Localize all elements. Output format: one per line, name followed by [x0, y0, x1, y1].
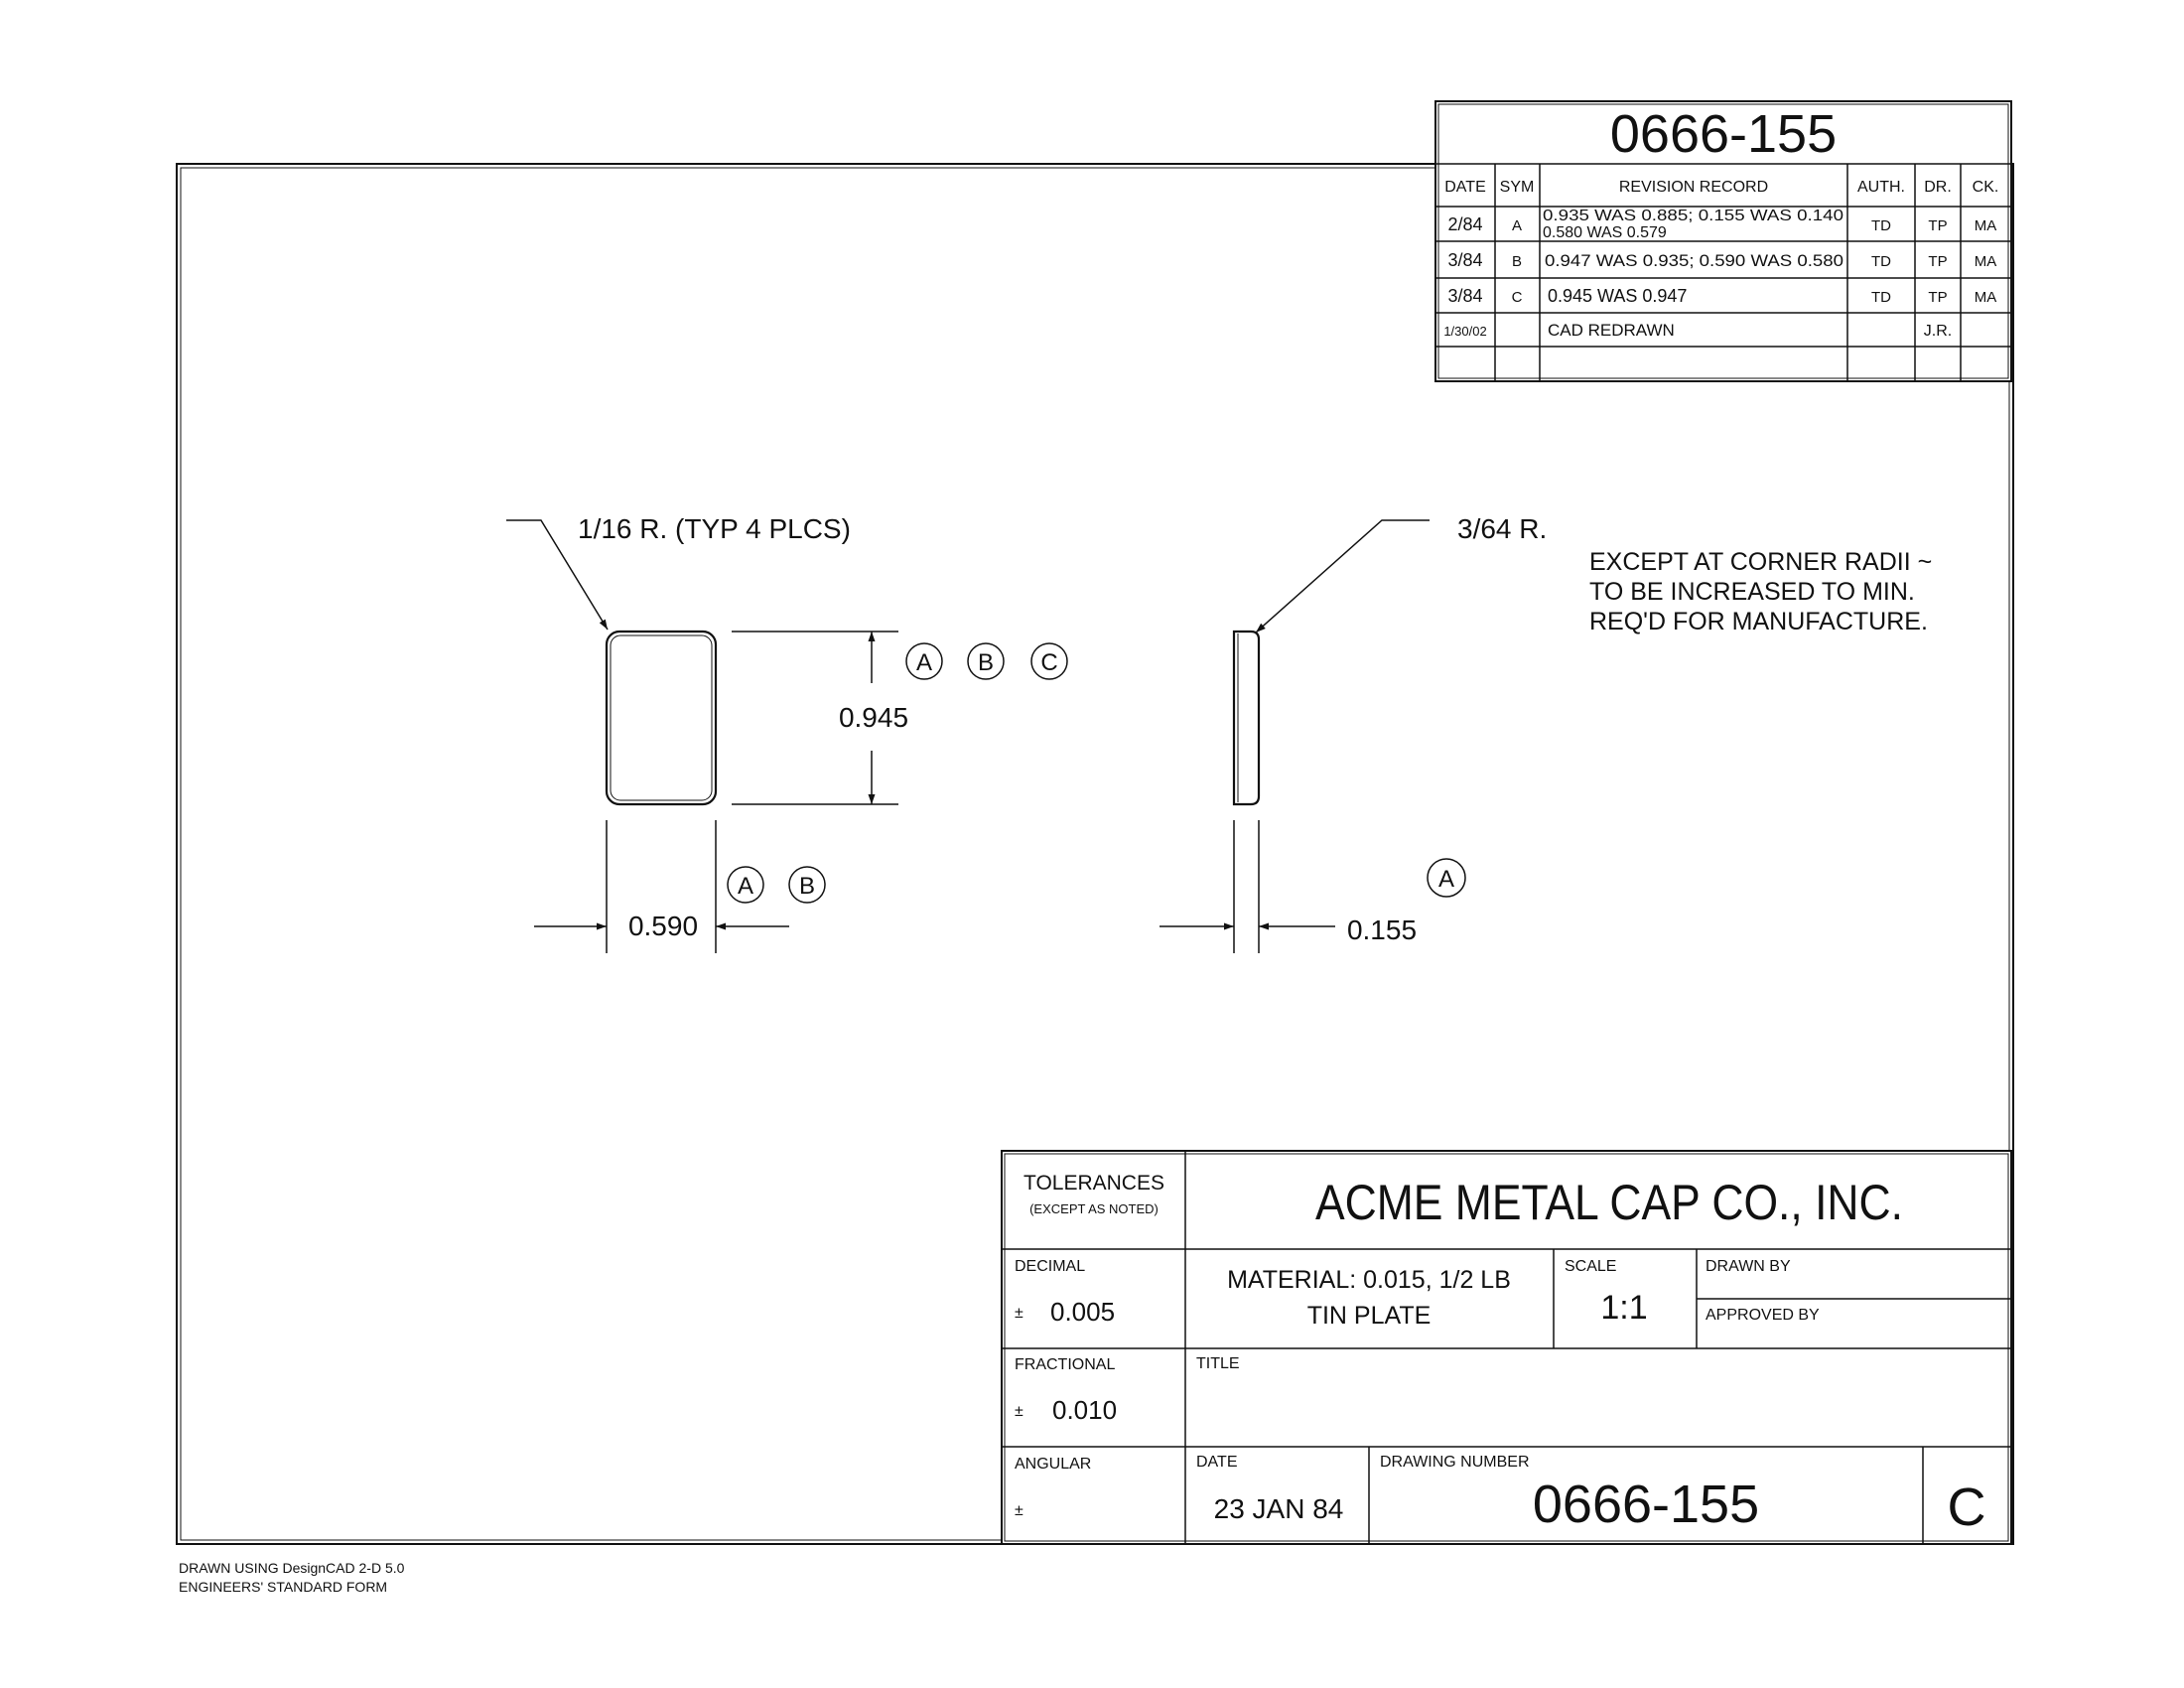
sheet-size: C: [1947, 1477, 1986, 1537]
height-dimension-value: 0.945: [838, 702, 909, 733]
revision-part-number: 0666-155: [1609, 104, 1838, 164]
material-line1: MATERIAL: 0.015, 1/2 LB: [1227, 1266, 1511, 1294]
revision-date: 3/84: [1447, 286, 1483, 306]
angular-label: ANGULAR: [1015, 1456, 1092, 1473]
revision-record: CAD REDRAWN: [1548, 321, 1675, 340]
revision-bubble-label: A: [737, 873, 754, 900]
revision-bubble-label: A: [1437, 866, 1455, 893]
decimal-label: DECIMAL: [1015, 1258, 1086, 1275]
col-header-revision-record: REVISION RECORD: [1618, 179, 1769, 196]
title-block: [1002, 1151, 2011, 1544]
revision-auth: TD: [1871, 289, 1891, 306]
thickness-dimension-value: 0.155: [1346, 914, 1418, 945]
revision-bubble-label: C: [1040, 649, 1058, 676]
decimal-value: 0.005: [1050, 1297, 1116, 1327]
revision-ck: MA: [1974, 289, 1997, 306]
fractional-label: FRACTIONAL: [1015, 1356, 1116, 1373]
revision-record: 0.935 WAS 0.885; 0.155 WAS 0.140: [1543, 208, 1844, 224]
col-header-sym: SYM: [1499, 179, 1535, 196]
title-label: TITLE: [1196, 1355, 1240, 1372]
revision-record: 0.945 WAS 0.947: [1548, 286, 1688, 306]
revision-auth: TD: [1871, 253, 1891, 270]
side-radius-leader: [1256, 513, 1547, 633]
manufacturing-note: [1589, 548, 1932, 635]
revision-date: 3/84: [1447, 250, 1483, 270]
drawing-number: 0666-155: [1532, 1475, 1760, 1534]
revision-bubble-label: B: [977, 649, 995, 676]
revision-date: 1/30/02: [1443, 324, 1487, 339]
revision-auth: TD: [1871, 217, 1891, 234]
front-radius-label: 1/16 R. (TYP 4 PLCS): [578, 513, 851, 544]
revision-ck: MA: [1974, 217, 1997, 234]
revision-dr: TP: [1928, 289, 1948, 306]
revision-block: [1435, 101, 2011, 381]
plus-minus-icon: ±: [1015, 1502, 1024, 1519]
revision-sym: B: [1511, 253, 1523, 270]
col-header-dr: DR.: [1924, 179, 1952, 196]
revision-record: 0.947 WAS 0.935; 0.590 WAS 0.580: [1545, 251, 1843, 270]
col-header-ck: CK.: [1972, 179, 1999, 196]
revision-sym: A: [1511, 217, 1523, 234]
scale-value: 1:1: [1600, 1289, 1648, 1327]
revision-ck: MA: [1974, 253, 1997, 270]
scale-label: SCALE: [1565, 1258, 1617, 1275]
front-radius-leader: [506, 513, 851, 630]
drawn-by-label: DRAWN BY: [1706, 1258, 1791, 1275]
col-header-date: DATE: [1444, 179, 1486, 196]
revision-bubble-label: A: [915, 649, 933, 676]
width-dimension-value: 0.590: [627, 911, 699, 941]
note-line: TO BE INCREASED TO MIN.: [1589, 578, 1915, 606]
thickness-dimension: [1160, 820, 1417, 953]
drawing-number-label: DRAWING NUMBER: [1380, 1454, 1530, 1471]
revision-date: 2/84: [1447, 214, 1483, 234]
material-line2: TIN PLATE: [1306, 1302, 1432, 1330]
footer: [179, 1560, 405, 1595]
height-dimension: [732, 632, 908, 804]
note-line: REQ'D FOR MANUFACTURE.: [1589, 608, 1928, 635]
side-view: [1234, 632, 1259, 804]
tolerances-note: (EXCEPT AS NOTED): [1029, 1201, 1159, 1216]
footer-line1: DRAWN USING DesignCAD 2-D 5.0: [179, 1560, 405, 1576]
footer-line2: ENGINEERS' STANDARD FORM: [179, 1579, 388, 1595]
revision-sym: C: [1511, 289, 1523, 306]
note-line: EXCEPT AT CORNER RADII ~: [1589, 548, 1933, 576]
front-view-outline: [607, 632, 716, 804]
company-name: ACME METAL CAP CO., INC.: [1315, 1175, 1903, 1230]
tolerances-label: TOLERANCES: [1024, 1172, 1164, 1195]
side-radius-label: 3/64 R.: [1457, 513, 1548, 544]
plus-minus-icon: ±: [1015, 1403, 1024, 1420]
date-value: 23 JAN 84: [1213, 1493, 1344, 1524]
revision-dr: J.R.: [1923, 323, 1953, 340]
revision-dr: TP: [1928, 253, 1948, 270]
front-view-outline-inner: [611, 635, 712, 800]
front-view: [607, 632, 716, 804]
revision-bubble-label: B: [798, 873, 816, 900]
plus-minus-icon: ±: [1015, 1305, 1024, 1322]
revision-record-line2: 0.580 WAS 0.579: [1543, 224, 1667, 241]
date-label: DATE: [1196, 1454, 1238, 1471]
col-header-auth: AUTH.: [1857, 179, 1905, 196]
fractional-value: 0.010: [1052, 1395, 1118, 1425]
revision-dr: TP: [1928, 217, 1948, 234]
approved-by-label: APPROVED BY: [1706, 1307, 1820, 1324]
